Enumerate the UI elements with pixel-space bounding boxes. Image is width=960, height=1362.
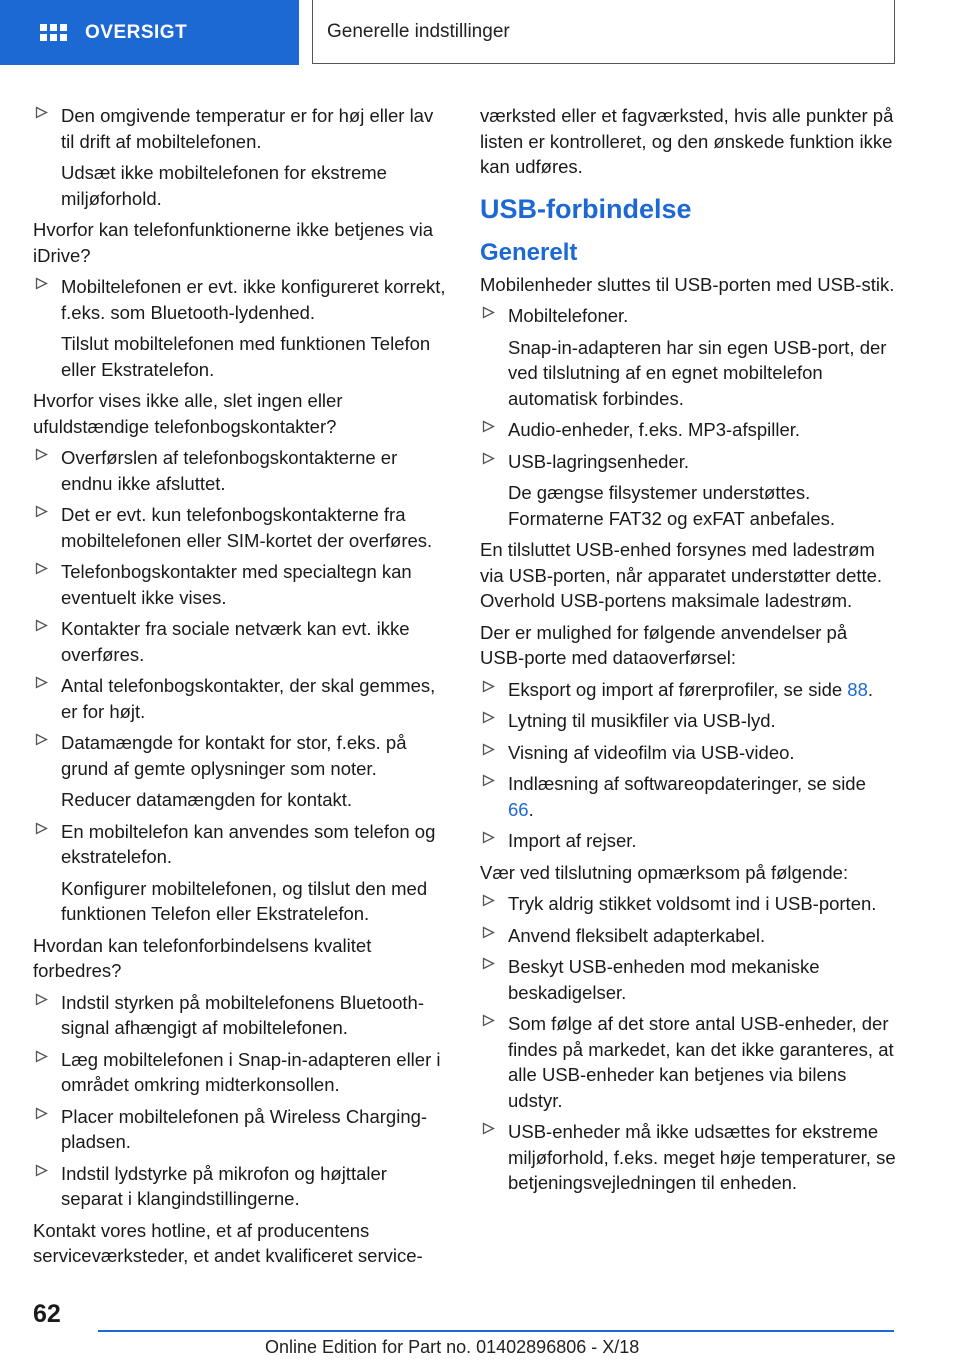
list-item: Overførslen af telefonbogskontakterne er endnu ikke afsluttet. xyxy=(33,445,448,496)
section-title: Generelle indstillinger xyxy=(327,20,510,42)
list-item: Det er evt. kun telefonbogskontakterne fra mobiltelefonen eller SIM-kortet der overføres. xyxy=(33,502,448,553)
paragraph: værksted eller et fagværksted, hvis alle punkter på listen er kontrolleret, og den ønskede funktion ikke kan udføres. xyxy=(480,105,894,177)
left-column xyxy=(33,103,448,1275)
question: Hvorfor kan telefonfunktionerne ikke betjenes via iDrive? xyxy=(33,219,434,266)
bullet-triangle-icon xyxy=(482,926,495,939)
paragraph: Mobilenheder sluttes til USB-porten med USB-stik. xyxy=(480,273,895,295)
bullet-triangle-icon xyxy=(35,619,48,632)
list-item: Kontakter fra sociale netværk kan evt. ikke overføres. xyxy=(33,616,448,667)
list-item: Import af rejser. xyxy=(480,828,896,854)
bullet-triangle-icon xyxy=(35,822,48,835)
page-link-66[interactable]: 66 xyxy=(508,798,529,820)
list-item: En mobiltelefon kan anvendes som telefon og ekstratelefon. xyxy=(33,819,448,870)
bullet-triangle-icon xyxy=(482,306,495,319)
bullet-triangle-icon xyxy=(35,106,48,119)
bullet-triangle-icon xyxy=(482,1014,495,1027)
bullet-triangle-icon xyxy=(482,894,495,907)
list-item: Datamængde for kontakt for stor, f.eks. på grund af gemte oplysninger som noter. xyxy=(33,730,448,781)
list-item: Eksport og import af førerprofiler, se side 88. xyxy=(480,677,896,703)
page-link-88[interactable]: 88 xyxy=(847,678,868,700)
bullet-triangle-icon xyxy=(35,1107,48,1120)
list-item: Den omgivende temperatur er for høj eller lav til drift af mobiltelefonen. xyxy=(33,103,448,154)
list-item: Antal telefonbogskontakter, der skal gemmes, er for højt. xyxy=(33,673,448,724)
bullet-triangle-icon xyxy=(35,733,48,746)
section-heading: USB-forbindelse xyxy=(480,193,692,224)
list-item-note: Reducer datamængden for kontakt. xyxy=(61,789,353,810)
list-item: Beskyt USB-enheden mod mekaniske beskadigelser. xyxy=(480,954,896,1005)
bullet-triangle-icon xyxy=(35,505,48,518)
bullet-triangle-icon xyxy=(35,1050,48,1063)
paragraph: Vær ved tilslutning opmærksom på følgende: xyxy=(480,861,849,883)
bullet-triangle-icon xyxy=(482,711,495,724)
list-item: Tryk aldrig stikket voldsomt ind i USB-porten. xyxy=(480,891,896,917)
list-item: Indstil lydstyrke på mikrofon og højttaler separat i klangindstillingerne. xyxy=(33,1161,448,1212)
list-item: Audio-enheder, f.eks. MP3-afspiller. xyxy=(480,417,896,443)
bullet-triangle-icon xyxy=(35,993,48,1006)
bullet-triangle-icon xyxy=(482,743,495,756)
list-item: USB-enheder må ikke udsættes for ekstreme miljøforhold, f.eks. meget høje temperaturer, se betjeningsvejledningen til enheden. xyxy=(480,1119,896,1196)
grid-icon xyxy=(40,24,67,41)
overview-tab-label: OVERSIGT xyxy=(85,21,188,43)
bullet-triangle-icon xyxy=(35,448,48,461)
bullet-triangle-icon xyxy=(35,277,48,290)
paragraph: En tilsluttet USB-enhed forsynes med ladestrøm via USB-porten, når apparatet understøtter dette. Overhold USB-portens maksimale ladestrøm. xyxy=(480,539,883,611)
list-item: Mobiltelefoner. xyxy=(480,303,896,329)
bullet-triangle-icon xyxy=(35,1164,48,1177)
bullet-triangle-icon xyxy=(35,562,48,575)
footer-divider xyxy=(98,1330,894,1332)
section-title-box xyxy=(312,0,895,64)
footer-edition: Online Edition for Part no. 01402896806 - X/18 xyxy=(265,1337,640,1357)
subsection-heading: Generelt xyxy=(480,238,578,266)
list-item: Telefonbogskontakter med specialtegn kan eventuelt ikke vises. xyxy=(33,559,448,610)
bullet-triangle-icon xyxy=(482,774,495,787)
list-item: Anvend fleksibelt adapterkabel. xyxy=(480,923,896,949)
list-item: Mobiltelefonen er evt. ikke konfigureret korrekt, f.eks. som Bluetooth-lydenhed. xyxy=(33,274,448,325)
list-item-note: Konfigurer mobiltelefonen, og tilslut den med funktionen Telefon eller Ekstratelefon. xyxy=(61,877,428,924)
question: Hvordan kan telefonforbindelsens kvalitet forbedres? xyxy=(33,934,372,981)
overview-tab[interactable] xyxy=(0,0,299,65)
list-item: Placer mobiltelefonen på Wireless Charging-pladsen. xyxy=(33,1104,448,1155)
bullet-triangle-icon xyxy=(482,680,495,693)
list-item-note: Snap-in-adapteren har sin egen USB-port, der ved tilslutning af en egnet mobiltelefon automatisk forbindes. xyxy=(508,336,887,409)
right-column xyxy=(480,103,896,1202)
bullet-triangle-icon xyxy=(482,831,495,844)
list-item: USB-lagringsenheder. xyxy=(480,449,896,475)
bullet-triangle-icon xyxy=(482,957,495,970)
list-item: Indlæsning af softwareopdateringer, se side 66. xyxy=(480,771,896,822)
bullet-triangle-icon xyxy=(35,676,48,689)
list-item: Læg mobiltelefonen i Snap-in-adapteren eller i området omkring midterkonsollen. xyxy=(33,1047,448,1098)
list-item: Indstil styrken på mobiltelefonens Bluetooth-signal afhængigt af mobiltelefonen. xyxy=(33,990,448,1041)
list-item: Som følge af det store antal USB-enheder, der findes på markedet, kan det ikke garanteres, at alle USB-enheder kan betjenes via bilens udstyr. xyxy=(480,1011,896,1113)
list-item-note: De gængse filsystemer understøttes. Formaterne FAT32 og exFAT anbefales. xyxy=(508,482,836,529)
list-item-note: Tilslut mobiltelefonen med funktionen Telefon eller Ekstratelefon. xyxy=(61,333,431,380)
bullet-triangle-icon xyxy=(482,1122,495,1135)
bullet-triangle-icon xyxy=(482,452,495,465)
bullet-triangle-icon xyxy=(482,420,495,433)
paragraph: Der er mulighed for følgende anvendelser på USB-porte med dataoverførsel: xyxy=(480,621,848,668)
question: Hvorfor vises ikke alle, slet ingen eller ufuldstændige telefonbogskontakter? xyxy=(33,390,343,437)
paragraph: Kontakt vores hotline, et af producentens serviceværksteder, et andet kvalificeret service- xyxy=(33,1219,423,1266)
page-number: 62 xyxy=(33,1300,61,1328)
list-item: Lytning til musikfiler via USB-lyd. xyxy=(480,708,896,734)
list-item-note: Udsæt ikke mobiltelefonen for ekstreme miljøforhold. xyxy=(61,162,387,209)
list-item: Visning af videofilm via USB-video. xyxy=(480,740,896,766)
